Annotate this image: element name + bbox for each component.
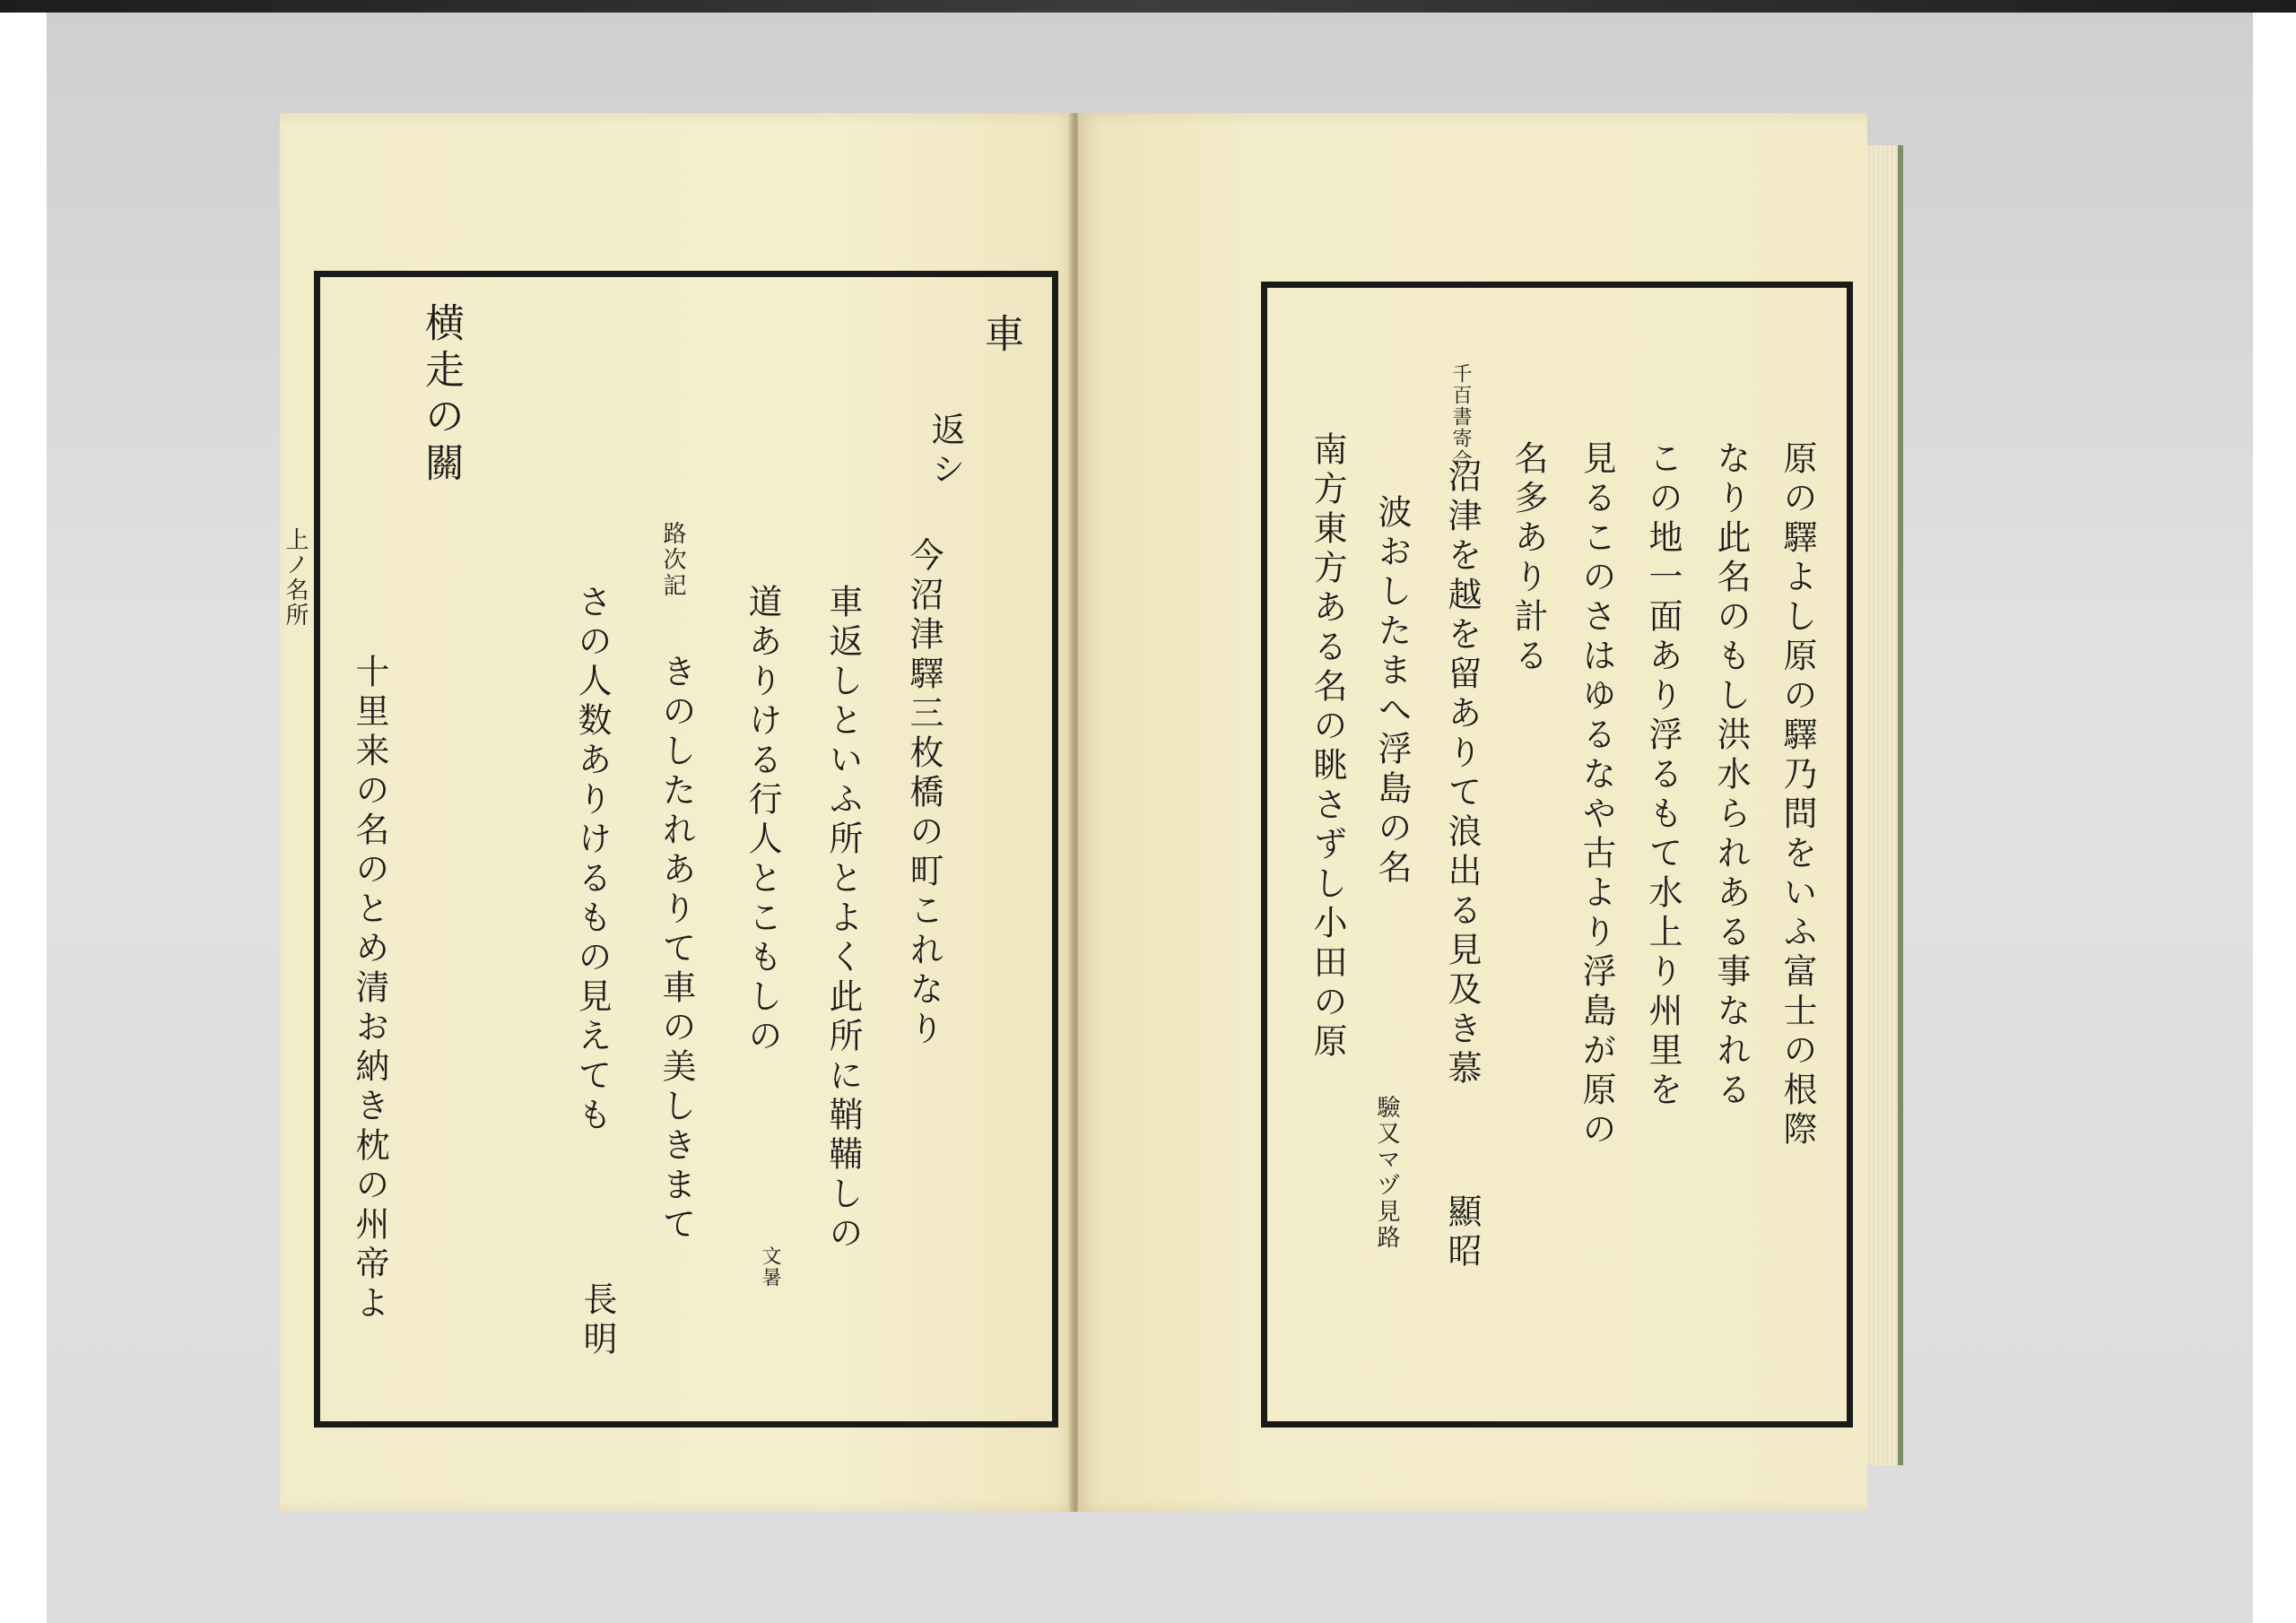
closing-line: 十里来の名のとめ清お納き枕の州帝よ [350,654,389,1324]
left-page-frame [314,271,1058,1428]
right-page [1078,113,1867,1512]
author-kenmei: 顯昭 [1442,1193,1482,1272]
right-line-4: 見るこのさはゆるなや古より浮島が原の [1577,440,1616,1150]
right-line-1: 原の驛よし原の驛乃問をいふ富士の根際 [1778,440,1817,1150]
right-line-8: 南方東方ある名の眺さずし小田の原 [1308,431,1347,1063]
annotation-poem-source: 千百書寄合 [1449,363,1472,471]
annotation-road-record: 路次記 [659,521,686,599]
section-heading-car: 車 [978,313,1023,360]
body-line-5: さの人数ありけるもの見えても [572,584,612,1136]
right-line-5: 名多あり計る [1509,440,1548,677]
margin-label: 上ノ名所 [282,527,309,628]
author-bunso: 文暑 [759,1245,781,1289]
right-page-frame [1261,282,1853,1428]
scanner-top-edge [0,0,2296,13]
section-heading-yokobashiri: 横走の關 [418,302,464,489]
body-line-4: きのしたれありて車の美しきまて [657,654,696,1245]
author-kenmi: 驗又マヅ見路 [1373,1095,1400,1251]
body-line-3: 道ありける行人とこもしの [743,584,782,1057]
right-line-7: 波おしたまへ浮島の名 [1372,494,1412,889]
page-stack-edges [1867,145,1903,1465]
subheading-return: 返シ [926,412,965,490]
body-line-2: 車返しといふ所とよく此所に鞘鞴しの [823,584,863,1254]
author-chomei: 長明 [578,1281,617,1360]
right-line-3: この地一面あり浮るもて水上り州里を [1643,440,1683,1111]
open-book [280,113,1894,1512]
right-line-6: 沼津を越を留ありて浪出る見及き慕 [1442,458,1482,1089]
left-page [280,113,1076,1512]
body-line-1: 今沼津驛三枚橋の町これなり [904,537,944,1050]
right-line-2: なり此名のもし洪水られある事なれる [1711,440,1751,1111]
